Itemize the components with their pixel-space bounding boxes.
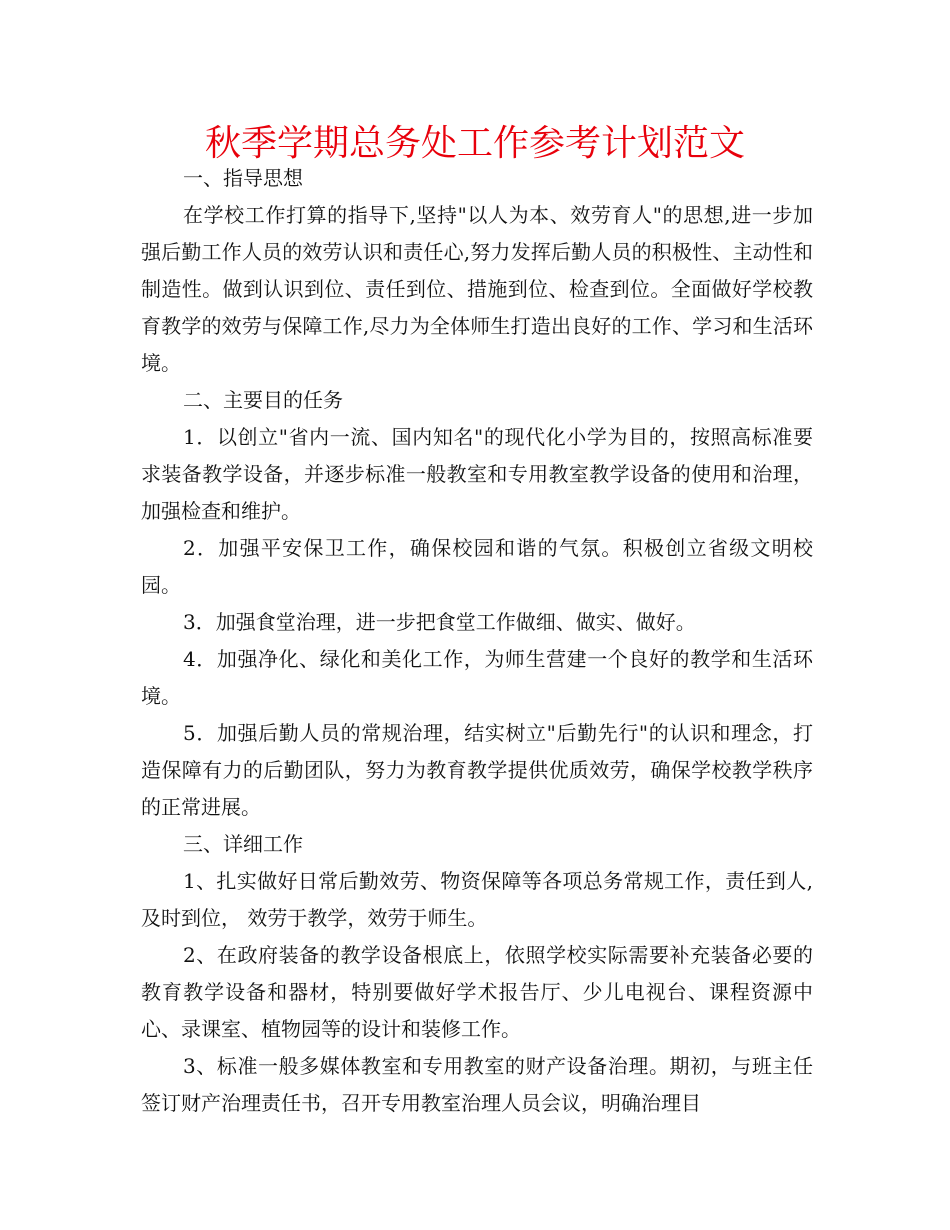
document-title: 秋季学期总务处工作参考计划范文 — [204, 123, 745, 164]
list-item: 3．加强食堂治理，进一步把食堂工作做细、做实、做好。 — [183, 610, 696, 634]
list-item: 1、扎实做好日常后勤效劳、物资保障等各项总务常规工作，责任到人,及时到位， 效劳于教学，效劳于师生。 — [141, 869, 813, 930]
list-item: 2．加强平安保卫工作，确保校园和谐的气氛。积极创立省级文明校园。 — [141, 536, 813, 597]
section-heading: 二、主要目的任务 — [183, 388, 343, 412]
section-heading: 一、指导思想 — [183, 166, 303, 190]
list-item: 1．以创立"省内一流、国内知名"的现代化小学为目的，按照高标准要求装备教学设备，并逐步标准一般教室和专用教室教学设备的使用和治理，加强检查和维护。 — [141, 425, 813, 523]
list-item: 5．加强后勤人员的常规治理，结实树立"后勤先行"的认识和理念，打造保障有力的后勤团队，努力为教育教学提供优质效劳，确保学校教学秩序的正常进展。 — [141, 721, 813, 819]
list-item: 3、标准一般多媒体教室和专用教室的财产设备治理。期初，与班主任签订财产治理责任书，召开专用教室治理人员会议，明确治理目 — [141, 1054, 813, 1115]
list-item: 4．加强净化、绿化和美化工作，为师生营建一个良好的教学和生活环境。 — [141, 647, 813, 708]
document-body — [141, 160, 813, 1122]
paragraph: 在学校工作打算的指导下,坚持"以人为本、效劳育人"的思想,进一步加强后勤工作人员的效劳认识和责任心,努力发挥后勤人员的积极性、主动性和制造性。做到认识到位、责任到位、措施到位、检查到位。全面做好学校教育教学的效劳与保障工作,尽力为全体师生打造出良好的工作、学习和生活环境。 — [141, 203, 813, 375]
list-item: 2、在政府装备的教学设备根底上，依照学校实际需要补充装备必要的教育教学设备和器材，特别要做好学术报告厅、少儿电视台、课程资源中心、录课室、植物园等的设计和装修工作。 — [141, 943, 813, 1041]
section-heading: 三、详细工作 — [183, 832, 303, 856]
